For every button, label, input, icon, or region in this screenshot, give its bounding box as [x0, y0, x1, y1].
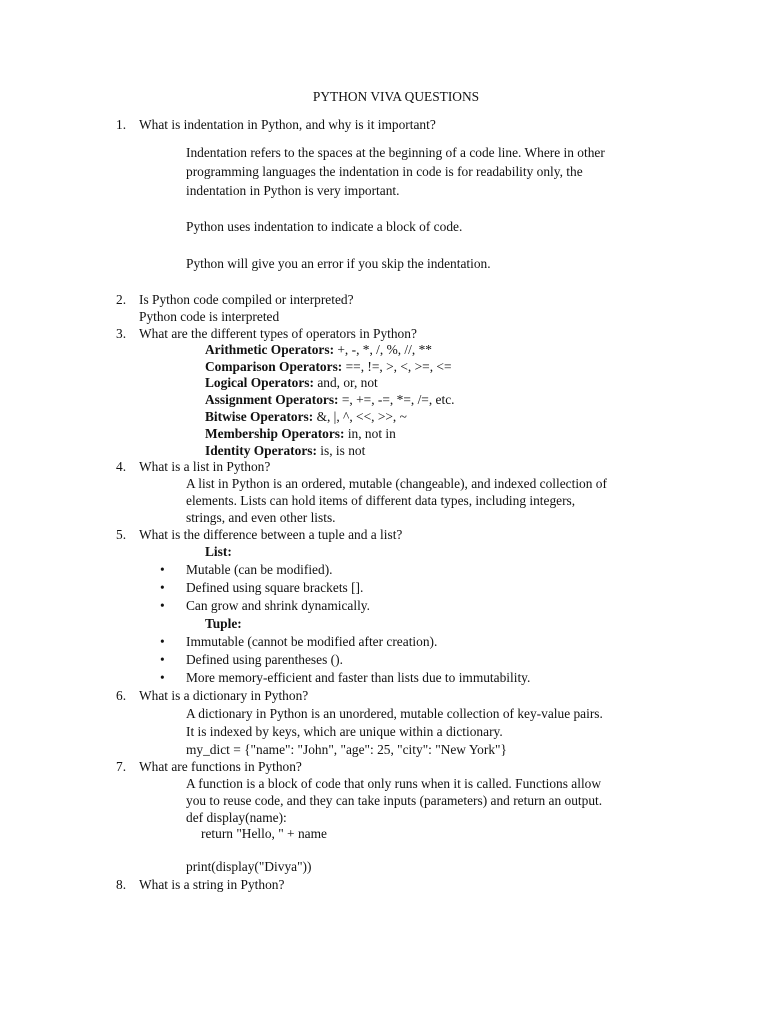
question-number: 8. — [116, 877, 127, 892]
page-title: PYTHON VIVA QUESTIONS — [312, 89, 480, 104]
operator-comparison — [205, 360, 452, 373]
answer-4-line-3: strings, and even other lists. — [186, 510, 336, 525]
answer-1-line-1: Indentation refers to the spaces at the beginning of a code line. Where in other — [186, 145, 605, 160]
answer-7-line-2: you to reuse code, and they can take inputs (parameters) and return an output. — [186, 793, 603, 808]
operator-label: Assignment Operators: — [205, 392, 339, 407]
bullet-icon: • — [160, 670, 165, 685]
question-number: 1. — [116, 117, 127, 132]
operator-value: in, not in — [344, 426, 396, 441]
tuple-heading: Tuple: — [205, 616, 242, 631]
operator-membership — [205, 427, 396, 440]
answer-7-code-print: print(display("Divya")) — [186, 859, 312, 874]
question-number: 2. — [116, 292, 127, 307]
list-item: Mutable (can be modified). — [186, 562, 333, 577]
answer-1-line-2: programming languages the indentation in code is for readability only, the — [186, 164, 583, 179]
bullet-icon: • — [160, 652, 165, 667]
operator-logical — [205, 376, 378, 389]
list-item: More memory-efficient and faster than lists due to immutability. — [186, 670, 531, 685]
operator-value: is, is not — [316, 443, 366, 458]
operator-label: Comparison Operators: — [205, 359, 343, 374]
list-heading: List: — [205, 544, 232, 559]
question-2: Is Python code compiled or interpreted? — [139, 292, 354, 307]
answer-7-code-return: return "Hello, " + name — [201, 826, 327, 841]
answer-1-paragraph-2: Python uses indentation to indicate a block of code. — [186, 219, 463, 234]
bullet-icon: • — [160, 598, 165, 613]
operator-value: and, or, not — [313, 375, 378, 390]
question-number: 4. — [116, 459, 127, 474]
answer-1-paragraph-3: Python will give you an error if you skip the indentation. — [186, 256, 491, 271]
answer-2: Python code is interpreted — [139, 309, 280, 324]
operator-label: Arithmetic Operators: — [205, 342, 335, 357]
bullet-icon: • — [160, 634, 165, 649]
operator-bitwise — [205, 410, 407, 423]
question-7: What are functions in Python? — [139, 759, 302, 774]
operator-value: +, -, *, /, %, //, ** — [334, 342, 432, 357]
operator-identity — [205, 444, 365, 457]
operator-value: &, |, ^, <<, >>, ~ — [313, 409, 407, 424]
operator-label: Logical Operators: — [205, 375, 314, 390]
bullet-icon: • — [160, 562, 165, 577]
list-item: Immutable (cannot be modified after creation). — [186, 634, 438, 649]
operator-arithmetic — [205, 343, 432, 356]
question-number: 7. — [116, 759, 127, 774]
question-8: What is a string in Python? — [139, 877, 285, 892]
answer-4-line-2: elements. Lists can hold items of different data types, including integers, — [186, 493, 576, 508]
question-number: 3. — [116, 326, 127, 341]
list-item: Can grow and shrink dynamically. — [186, 598, 370, 613]
answer-7-line-1: A function is a block of code that only runs when it is called. Functions allow — [186, 776, 602, 791]
question-6: What is a dictionary in Python? — [139, 688, 309, 703]
answer-1-line-3: indentation in Python is very important. — [186, 183, 400, 198]
answer-6-line-2: It is indexed by keys, which are unique within a dictionary. — [186, 724, 503, 739]
question-number: 5. — [116, 527, 127, 542]
operator-label: Membership Operators: — [205, 426, 345, 441]
question-number: 6. — [116, 688, 127, 703]
answer-7-code-def: def display(name): — [186, 810, 287, 825]
operator-label: Bitwise Operators: — [205, 409, 314, 424]
operator-assignment — [205, 393, 455, 406]
answer-6-code: my_dict = {"name": "John", "age": 25, "city": "New York"} — [186, 742, 507, 757]
operator-label: Identity Operators: — [205, 443, 317, 458]
list-item: Defined using parentheses (). — [186, 652, 343, 667]
question-5: What is the difference between a tuple and a list? — [139, 527, 403, 542]
question-3: What are the different types of operators in Python? — [139, 326, 417, 341]
answer-6-line-1: A dictionary in Python is an unordered, mutable collection of key-value pairs. — [186, 706, 603, 721]
answer-4-line-1: A list in Python is an ordered, mutable (changeable), and indexed collection of — [186, 476, 607, 491]
list-item: Defined using square brackets []. — [186, 580, 364, 595]
operator-value: ==, !=, >, <, >=, <= — [342, 359, 452, 374]
operator-value: =, +=, -=, *=, /=, etc. — [338, 392, 455, 407]
question-1: What is indentation in Python, and why is it important? — [139, 117, 436, 132]
question-4: What is a list in Python? — [139, 459, 271, 474]
bullet-icon: • — [160, 580, 165, 595]
